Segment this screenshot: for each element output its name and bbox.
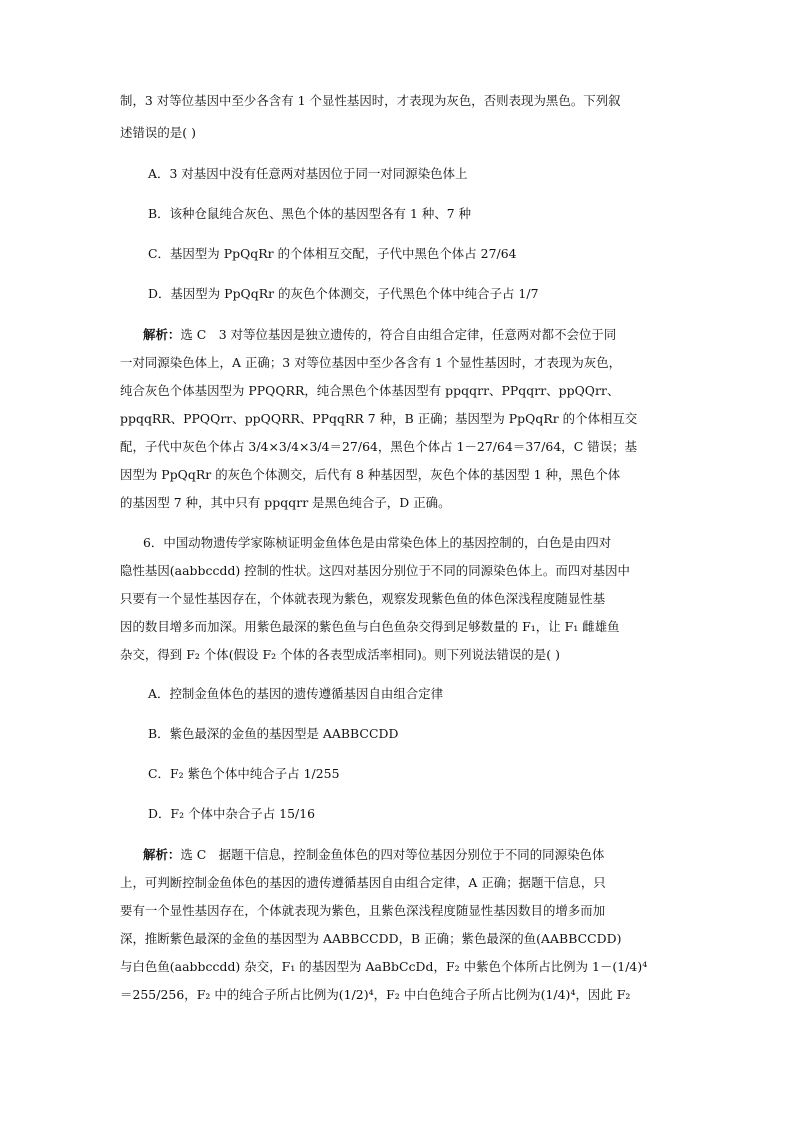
q6-analysis-line-4: 深，推断紫色最深的金鱼的基因型为 AABBCCDD，B 正确；紫色最深的鱼(AABBCCDD) bbox=[120, 931, 622, 946]
q5-analysis-line-4: ppqqRR、PPQQrr、ppQQRR、PPqqRR 7 种，B 正确；基因型为 PpQqRr 的个体相互交 bbox=[120, 411, 638, 426]
question-6-text-line-4: 因的数目增多而加深。用紫色最深的紫色鱼与白色鱼杂交得到足够数量的 F₁，让 F₁ 雌雄鱼 bbox=[120, 619, 620, 634]
question-5-text-line-1: 制，3 对等位基因中至少各含有 1 个显性基因时，才表现为灰色，否则表现为黑色。下列叙 bbox=[120, 93, 621, 108]
q5-option-a: A．3 对基因中没有任意两对基因位于同一对同源染色体上 bbox=[148, 166, 468, 181]
question-5-text-line-2: 述错误的是( ) bbox=[120, 125, 196, 140]
analysis-label: 解析： bbox=[143, 327, 181, 342]
q6-option-b: B．紫色最深的金鱼的基因型是 AABBCCDD bbox=[148, 726, 399, 741]
q6-analysis-line-3: 要有一个显性基因存在，个体就表现为紫色，且紫色深浅程度随显性基因数目的增多而加 bbox=[120, 903, 606, 918]
q6-analysis-line-6: ＝255/256，F₂ 中的纯合子所占比例为(1/2)⁴，F₂ 中白色纯合子所占比例为(1/4)⁴，因此 F₂ bbox=[120, 987, 631, 1002]
q5-option-c: C．基因型为 PpQqRr 的个体相互交配，子代中黑色个体占 27/64 bbox=[148, 246, 517, 261]
q5-analysis-line-2: 一对同源染色体上，A 正确；3 对等位基因中至少各含有 1 个显性基因时，才表现为灰色， bbox=[120, 355, 622, 370]
q5-analysis-line-7: 的基因型 7 种，其中只有 ppqqrr 是黑色纯合子，D 正确。 bbox=[120, 495, 451, 510]
analysis-label: 解析： bbox=[143, 847, 181, 862]
q5-option-d: D．基因型为 PpQqRr 的灰色个体测交，子代黑色个体中纯合子占 1/7 bbox=[148, 286, 539, 301]
question-6-text-line-2: 隐性基因(aabbccdd) 控制的性状。这四对基因分别位于不同的同源染色体上。而四对基因中 bbox=[120, 563, 630, 578]
q6-analysis-line-5: 与白色鱼(aabbccdd) 杂交，F₁ 的基因型为 AaBbCcDd，F₂ 中紫色个体所占比例为 1－(1/4)⁴ bbox=[120, 959, 648, 974]
q6-option-d: D．F₂ 个体中杂合子占 15/16 bbox=[148, 806, 316, 821]
q5-analysis-line-5: 配，子代中灰色个体占 3/4×3/4×3/4＝27/64，黑色个体占 1－27/64＝37/64，C 错误；基 bbox=[120, 439, 638, 454]
q6-option-a: A．控制金鱼体色的基因的遗传遵循基因自由组合定律 bbox=[148, 686, 444, 701]
question-6-text-line-3: 只要有一个显性基因存在，个体就表现为紫色，观察发现紫色鱼的体色深浅程度随显性基 bbox=[120, 591, 606, 606]
q6-analysis-line-1: 解析：选 C 据题干信息，控制金鱼体色的四对等位基因分别位于不同的同源染色体 bbox=[143, 847, 605, 862]
question-6-text-line-5: 杂交，得到 F₂ 个体(假设 F₂ 个体的各表型成活率相同)。则下列说法错误的是( ) bbox=[120, 647, 561, 662]
q6-analysis-line-2: 上，可判断控制金鱼体色的基因的遗传遵循基因自由组合定律，A 正确；据题干信息，只 bbox=[120, 875, 606, 890]
q5-analysis-line-3: 纯合灰色个体基因型为 PPQQRR，纯合黑色个体基因型有 ppqqrr、PPqqrr、ppQQrr、 bbox=[120, 383, 620, 398]
q5-analysis-line-1: 解析：选 C 3 对等位基因是独立遗传的，符合自由组合定律，任意两对都不会位于同 bbox=[143, 327, 617, 342]
q5-option-b: B．该种仓鼠纯合灰色、黑色个体的基因型各有 1 种、7 种 bbox=[148, 206, 472, 221]
q5-analysis-line-6: 因型为 PpQqRr 的灰色个体测交，后代有 8 种基因型，灰色个体的基因型 1 种，黑色个体 bbox=[120, 467, 621, 482]
q6-option-c: C．F₂ 紫色个体中纯合子占 1/255 bbox=[148, 766, 340, 781]
question-6-text-line-1: 6．中国动物遗传学家陈桢证明金鱼体色是由常染色体上的基因控制的，白色是由四对 bbox=[143, 535, 612, 550]
